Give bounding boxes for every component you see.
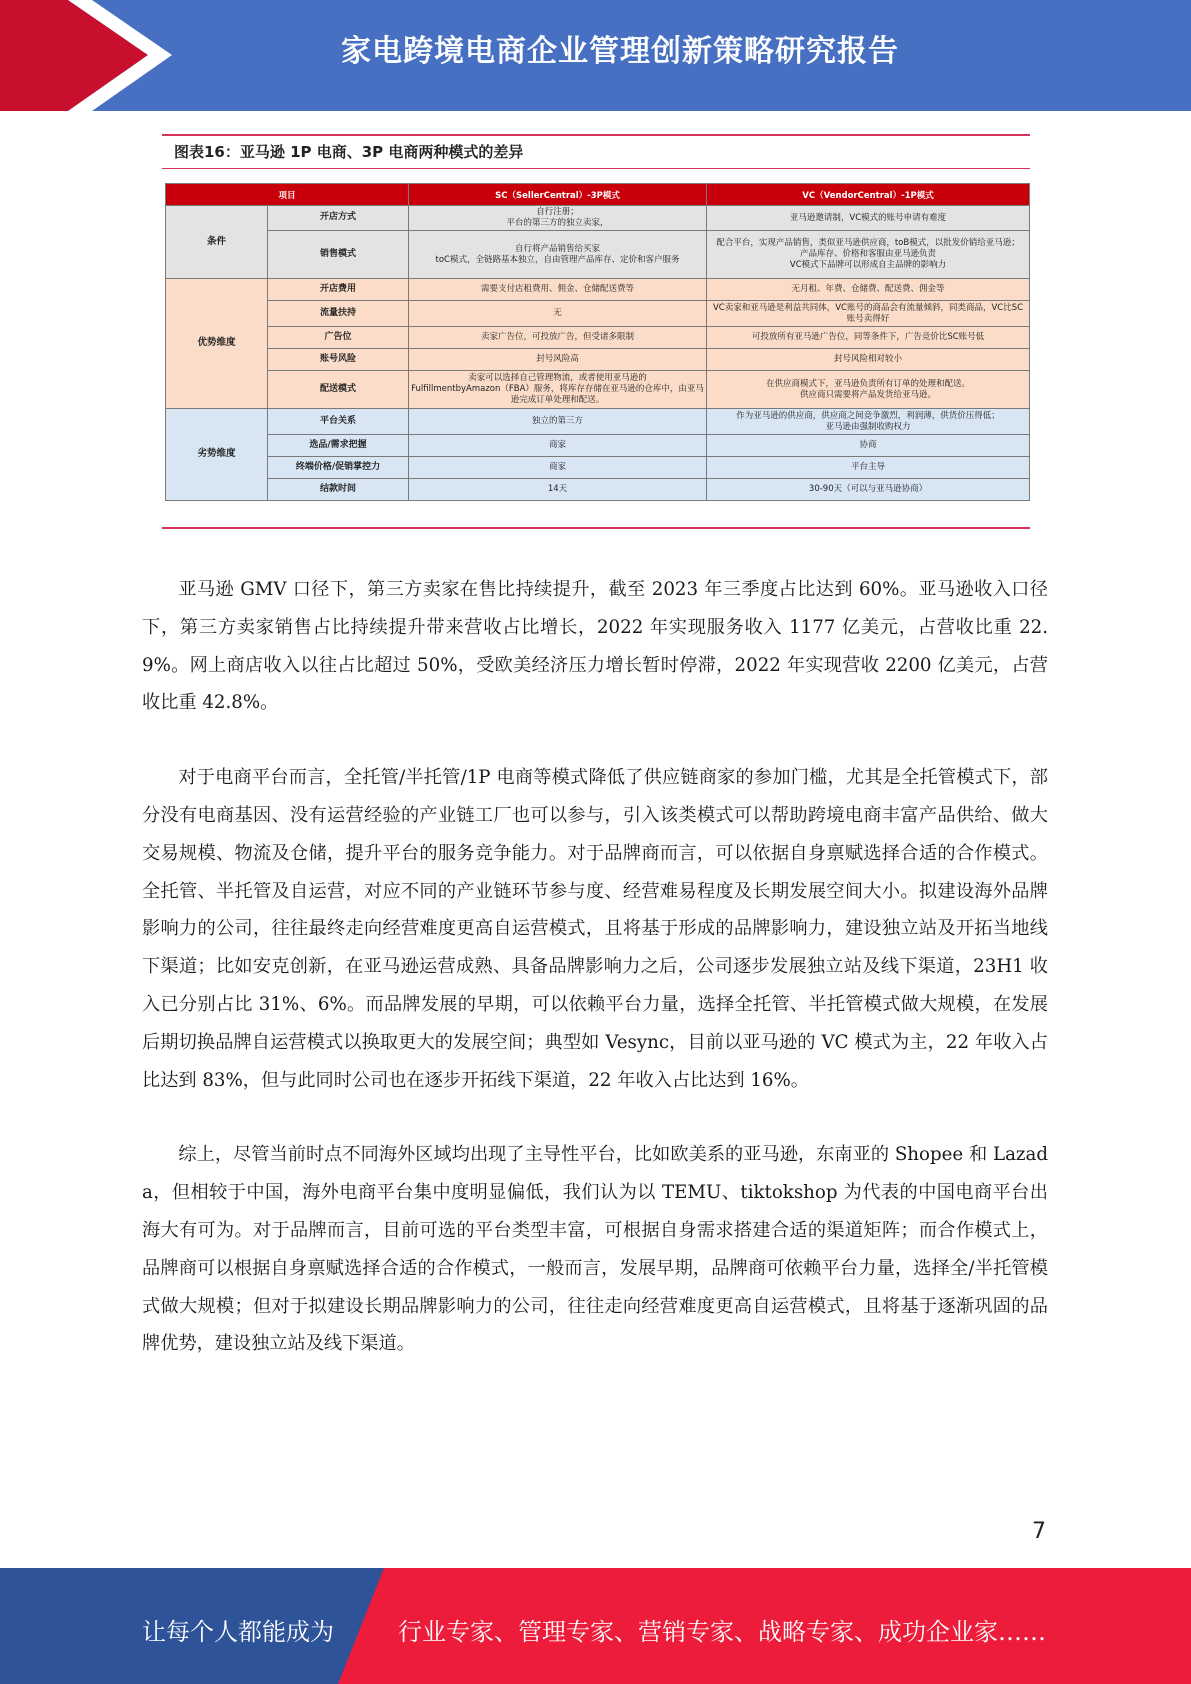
row-sc-cell: 自行将产品销售给买家 toC模式，全链路基本独立，自由管理产品库存、定价和客户服务 — [409, 231, 707, 279]
row-vc-cell: 亚马逊邀请制，VC模式的账号申请有难度 — [707, 206, 1030, 231]
row-dimension: 销售模式 — [268, 231, 409, 279]
row-dimension: 账号风险 — [268, 349, 409, 371]
row-sc-cell: 独立的第三方 — [409, 409, 707, 435]
row-sc-cell: 商家 — [409, 435, 707, 457]
row-dimension: 选品/需求把握 — [268, 435, 409, 457]
row-dimension: 开店方式 — [268, 206, 409, 231]
page-number: 7 — [1032, 1519, 1046, 1544]
row-dimension: 结款时间 — [268, 479, 409, 501]
row-sc-cell: 无 — [409, 301, 707, 327]
table-row — [166, 371, 1030, 409]
table-row — [166, 457, 1030, 479]
row-vc-cell: 协商 — [707, 435, 1030, 457]
row-sc-cell: 封号风险高 — [409, 349, 707, 371]
row-dimension: 配送模式 — [268, 371, 409, 409]
header-vc: VC（VendorCentral）-1P模式 — [707, 184, 1030, 206]
page-header — [0, 0, 1191, 111]
row-sc-cell: 自行注册； 平台的第三方的独立卖家， — [409, 206, 707, 231]
table-row — [166, 301, 1030, 327]
row-vc-cell: 30-90天（可以与亚马逊协商） — [707, 479, 1030, 501]
table-row — [166, 327, 1030, 349]
row-dimension: 终端价格/促销掌控力 — [268, 457, 409, 479]
row-sc-cell: 14天 — [409, 479, 707, 501]
row-vc-cell: 配合平台，实现产品销售，类似亚马逊供应商，toB模式，以批发价销给亚马逊； 产品库存、价格和客服由亚马逊负责 VC模式下品牌可以形成自主品牌的影响力 — [707, 231, 1030, 279]
table-row — [166, 349, 1030, 371]
table-row — [166, 206, 1030, 231]
report-title: 家电跨境电商企业管理创新策略研究报告 — [341, 34, 899, 69]
comparison-table — [165, 183, 1030, 501]
header-sc: SC（SellerCentral）-3P模式 — [409, 184, 707, 206]
row-dimension: 广告位 — [268, 327, 409, 349]
row-vc-cell: 在供应商模式下，亚马逊负责所有订单的处理和配送。 供应商只需要将产品发货给亚马逊。 — [707, 371, 1030, 409]
page-footer — [0, 1568, 1191, 1684]
row-sc-cell: 卖家广告位，可投放广告，但受诸多限制 — [409, 327, 707, 349]
row-dimension: 流量扶持 — [268, 301, 409, 327]
footer-slogan-right: 行业专家、管理专家、营销专家、战略专家、成功企业家…… — [398, 1618, 1046, 1646]
row-vc-cell: 可投放所有亚马逊广告位，同等条件下，广告竞价比SC账号低 — [707, 327, 1030, 349]
row-sc-cell: 商家 — [409, 457, 707, 479]
group-label-advantages: 优势维度 — [166, 279, 268, 409]
table-row — [166, 435, 1030, 457]
paragraph-platform-models: 对于电商平台而言，全托管/半托管/1P 电商等模式降低了供应链商家的参加门槛，尤其是全托管模式下，部分没有电商基因、没有运营经验的产业链工厂也可以参与，引入该类模式可以帮助跨境电商丰富产品供给、做大交易规模、物流及仓储，提升平台的服务竞争能力。对于品牌商而言，可以依据自身禀赋选择合适的合作模式。全托管、半托管及自运营，对应不同的产业链环节参与度、经营难易程度及长期发展空间大小。拟建设海外品牌影响力的公司，往往最终走向经营难度更高自运营模式，且将基于形成的品牌影响力，建设独立站及开拓当地线下渠道；比如安克创新，在亚马逊运营成熟、具备品牌影响力之后，公司逐步发展独立站及线下渠道，23H1 收入已分别占比 31%、6%。而品牌发展的早期，可以依赖平台力量，选择全托管、半托管模式做大规模，在发展后期切换品牌自运营模式以换取更大的发展空间；典型如 Vesync，目前以亚马逊的 VC 模式为主，22 年收入占比达到 83%，但与此同时公司也在逐步开拓线下渠道，22 年收入占比达到 16%。 — [142, 767, 1048, 1091]
body-text — [142, 571, 1048, 1400]
table-header-row — [166, 184, 1030, 206]
figure-caption-rule — [162, 168, 1030, 169]
group-label-disadvantages: 劣势维度 — [166, 409, 268, 501]
table-row — [166, 479, 1030, 501]
row-vc-cell: 平台主导 — [707, 457, 1030, 479]
figure — [162, 134, 1030, 529]
figure-bottom-rule — [162, 527, 1030, 529]
paragraph-conclusion: 综上，尽管当前时点不同海外区域均出现了主导性平台，比如欧美系的亚马逊，东南亚的 Shopee 和 Lazada，但相较于中国，海外电商平台集中度明显偏低，我们认为以 TEMU、tiktokshop 为代表的中国电商平台出海大有可为。对于品牌而言，目前可选的平台类型丰富，可根据自身需求搭建合适的渠道矩阵；而合作模式上，品牌商可以根据自身禀赋选择合适的合作模式，一般而言，发展早期，品牌商可依赖平台力量，选择全/半托管模式做大规模；但对于拟建设长期品牌影响力的公司，往往走向经营难度更高自运营模式，且将基于逐渐巩固的品牌优势，建设独立站及线下渠道。 — [142, 1144, 1048, 1355]
table-row — [166, 279, 1030, 301]
row-dimension: 平台关系 — [268, 409, 409, 435]
figure-caption: 图表16：亚马逊 1P 电商、3P 电商两种模式的差异 — [174, 143, 524, 161]
table-row — [166, 231, 1030, 279]
table-row — [166, 409, 1030, 435]
row-sc-cell: 需要支付店租费用、佣金、仓储配送费等 — [409, 279, 707, 301]
footer-slogan-left: 让每个人都能成为 — [142, 1618, 334, 1646]
header-item: 项目 — [166, 184, 409, 206]
row-vc-cell: 无月租、年费、仓储费、配送费、佣金等 — [707, 279, 1030, 301]
row-vc-cell: VC卖家和亚马逊是利益共同体，VC账号的商品会有流量倾斜，同类商品，VC比SC账号卖得好 — [707, 301, 1030, 327]
row-dimension: 开店费用 — [268, 279, 409, 301]
paragraph-amazon-gmv: 亚马逊 GMV 口径下，第三方卖家在售比持续提升，截至 2023 年三季度占比达到 60%。亚马逊收入口径下，第三方卖家销售占比持续提升带来营收占比增长，2022 年实现服务收入 1177 亿美元，占营收比重 22.9%。网上商店收入以往占比超过 50%，受欧美经济压力增长暂时停滞，2022 年实现营收 2200 亿美元，占营收比重 42.8%。 — [142, 579, 1048, 714]
row-vc-cell: 封号风险相对较小 — [707, 349, 1030, 371]
row-sc-cell: 卖家可以选择自己管理物流，或者使用亚马逊的 FulfillmentbyAmazon（FBA）服务，将库存存储在亚马逊的仓库中，由亚马逊完成订单处理和配送。 — [409, 371, 707, 409]
group-label-conditions: 条件 — [166, 206, 268, 279]
row-vc-cell: 作为亚马逊的供应商，供应商之间竞争激烈，利润薄，供货价压得低； 亚马逊由强制收购权力 — [707, 409, 1030, 435]
